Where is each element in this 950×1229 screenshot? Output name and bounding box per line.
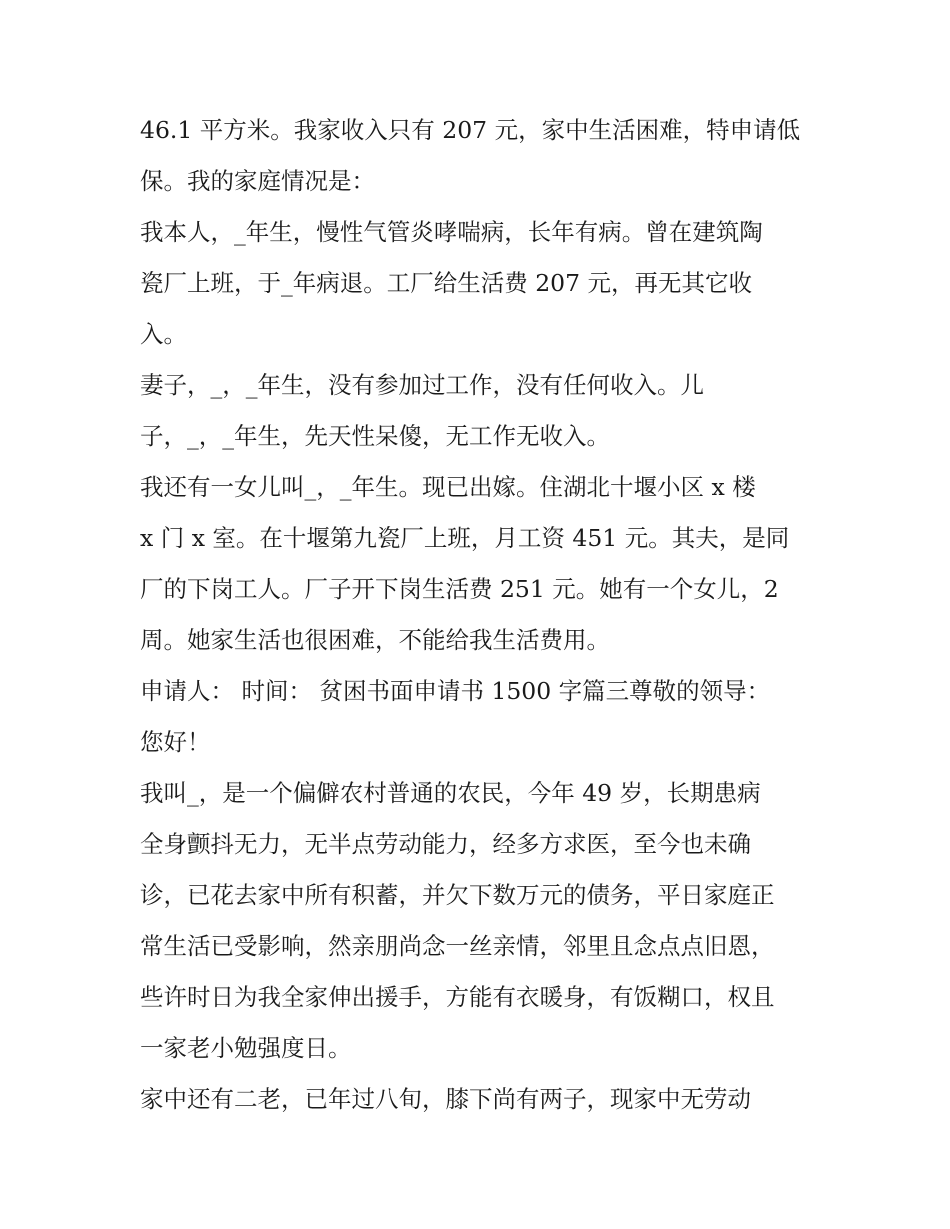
text-line: x 门 x 室。在十堰第九瓷厂上班，月工资 451 元。其夫，是同: [140, 524, 790, 552]
text-line: 妻子，_，_年生，没有参加过工作，没有任何收入。儿: [140, 371, 704, 399]
text-line: 我本人，_年生，慢性气管炎哮喘病，长年有病。曾在建筑陶: [140, 218, 763, 246]
text-line: 诊，已花去家中所有积蓄，并欠下数万元的债务，平日家庭正: [140, 881, 775, 909]
text-line: 46.1 平方米。我家收入只有 207 元，家中生活困难，特申请低: [140, 116, 801, 144]
text-line: 入。: [140, 320, 187, 348]
text-line: 瓷厂上班，于_年病退。工厂给生活费 207 元，再无其它收: [140, 269, 753, 297]
text-line: 您好！: [140, 728, 211, 756]
text-line: 我还有一女儿叫_，_年生。现已出嫁。住湖北十堰小区 x 楼: [140, 473, 756, 501]
text-line: 全身颤抖无力，无半点劳动能力，经多方求医，至今也未确: [140, 830, 751, 858]
text-line: 一家老小勉强度日。: [140, 1034, 352, 1062]
text-line: 我叫_，是一个偏僻农村普通的农民，今年 49 岁，长期患病: [140, 779, 761, 807]
text-line: 家中还有二老，已年过八旬，膝下尚有两子，现家中无劳动: [140, 1085, 751, 1113]
text-line: 常生活已受影响，然亲朋尚念一丝亲情，邻里且念点点旧恩，: [140, 932, 775, 960]
text-line: 周。她家生活也很困难，不能给我生活费用。: [140, 626, 610, 654]
text-line: 子，_，_年生，先天性呆傻，无工作无收入。: [140, 422, 610, 450]
text-line: 厂的下岗工人。厂子开下岗生活费 251 元。她有一个女儿，2: [140, 575, 779, 603]
text-line: 保。我的家庭情况是：: [140, 167, 375, 195]
text-line: 些许时日为我全家伸出援手，方能有衣暖身，有饭糊口，权且: [140, 983, 775, 1011]
document-body: [140, 105, 820, 1125]
text-line: 申请人： 时间： 贫困书面申请书 1500 字篇三尊敬的领导：: [140, 677, 771, 705]
